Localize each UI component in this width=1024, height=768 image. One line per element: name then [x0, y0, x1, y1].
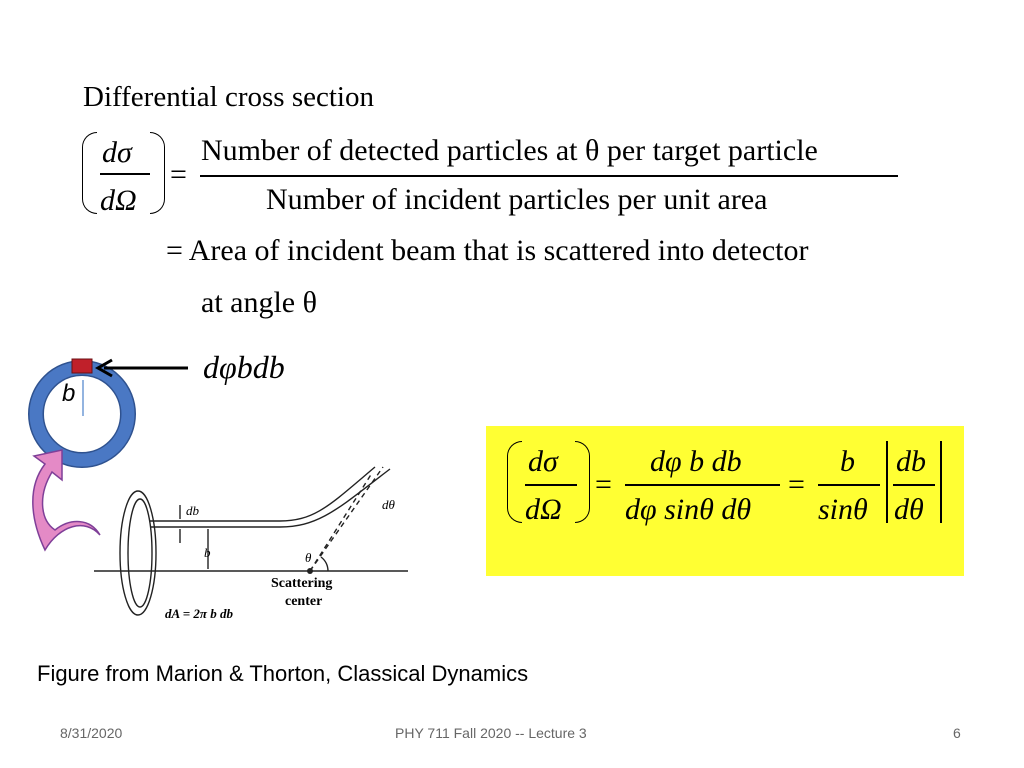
asymptote-line: [310, 467, 383, 571]
scattering-diagram: [90, 465, 420, 625]
figure-b-label: b: [204, 545, 211, 560]
box-equals-2: =: [788, 468, 805, 501]
box-left-paren: [507, 441, 522, 523]
scattering-center-label: Scattering: [271, 576, 333, 591]
detector-marker-icon: [72, 359, 92, 373]
ratio-fraction-bar: [200, 175, 898, 177]
area-statement: = Area of incident beam that is scattered into detector: [166, 234, 809, 267]
ratio-numerator: Number of detected particles at θ per target particle: [201, 134, 818, 167]
scattering-center-label-2: center: [285, 594, 323, 609]
scattering-center-dot: [307, 568, 313, 574]
ring-icon: [36, 368, 128, 460]
ring-label: b: [62, 380, 76, 407]
lhs-denominator: dΩ: [100, 184, 137, 217]
box-equals-1: =: [595, 468, 612, 501]
figure-theta-label: θ: [305, 550, 312, 565]
box-abs-bar: [893, 484, 935, 486]
footer-date: 8/31/2020: [60, 725, 123, 741]
abs-bar-right: [940, 441, 942, 523]
trajectory-upper: [150, 467, 375, 521]
left-paren: [82, 132, 97, 214]
box-mid-denominator: dφ sinθ dθ: [625, 493, 752, 526]
lhs-numerator: dσ: [102, 136, 132, 169]
page-number: 6: [953, 725, 961, 741]
figure-db-label: db: [186, 503, 199, 518]
box-rhs-denominator: sinθ: [818, 493, 868, 526]
right-paren: [150, 132, 165, 214]
ratio-denominator: Number of incident particles per unit area: [266, 183, 768, 216]
beam-ring-outer: [120, 491, 156, 615]
footer-title: PHY 711 Fall 2020 -- Lecture 3: [395, 725, 587, 741]
asymptote-line-2: [310, 473, 372, 571]
box-lhs-numerator: dσ: [528, 445, 558, 478]
box-mid-bar: [625, 484, 780, 486]
box-abs-denominator: dθ: [894, 493, 924, 526]
figure-dtheta-label: dθ: [382, 497, 395, 512]
box-rhs-numerator: b: [840, 445, 855, 478]
figure-caption: Figure from Marion & Thorton, Classical Dynamics: [37, 661, 529, 686]
box-lhs-denominator: dΩ: [525, 493, 562, 526]
theta-arc: [321, 557, 328, 571]
abs-bar-left: [886, 441, 888, 523]
area-element-label: dA = 2π b db: [165, 606, 233, 621]
area-statement-angle: at angle θ: [201, 286, 317, 319]
box-lhs-bar: [525, 484, 577, 486]
equals-sign: =: [170, 158, 187, 191]
box-rhs-bar: [818, 484, 880, 486]
box-right-paren: [575, 441, 590, 523]
beam-ring-inner: [128, 499, 152, 607]
area-element-expression: dφbdb: [203, 349, 285, 385]
lhs-fraction-bar: [100, 173, 150, 175]
slide-heading: Differential cross section: [83, 81, 374, 113]
box-mid-numerator: dφ b db: [650, 445, 742, 478]
box-abs-numerator: db: [896, 445, 926, 478]
